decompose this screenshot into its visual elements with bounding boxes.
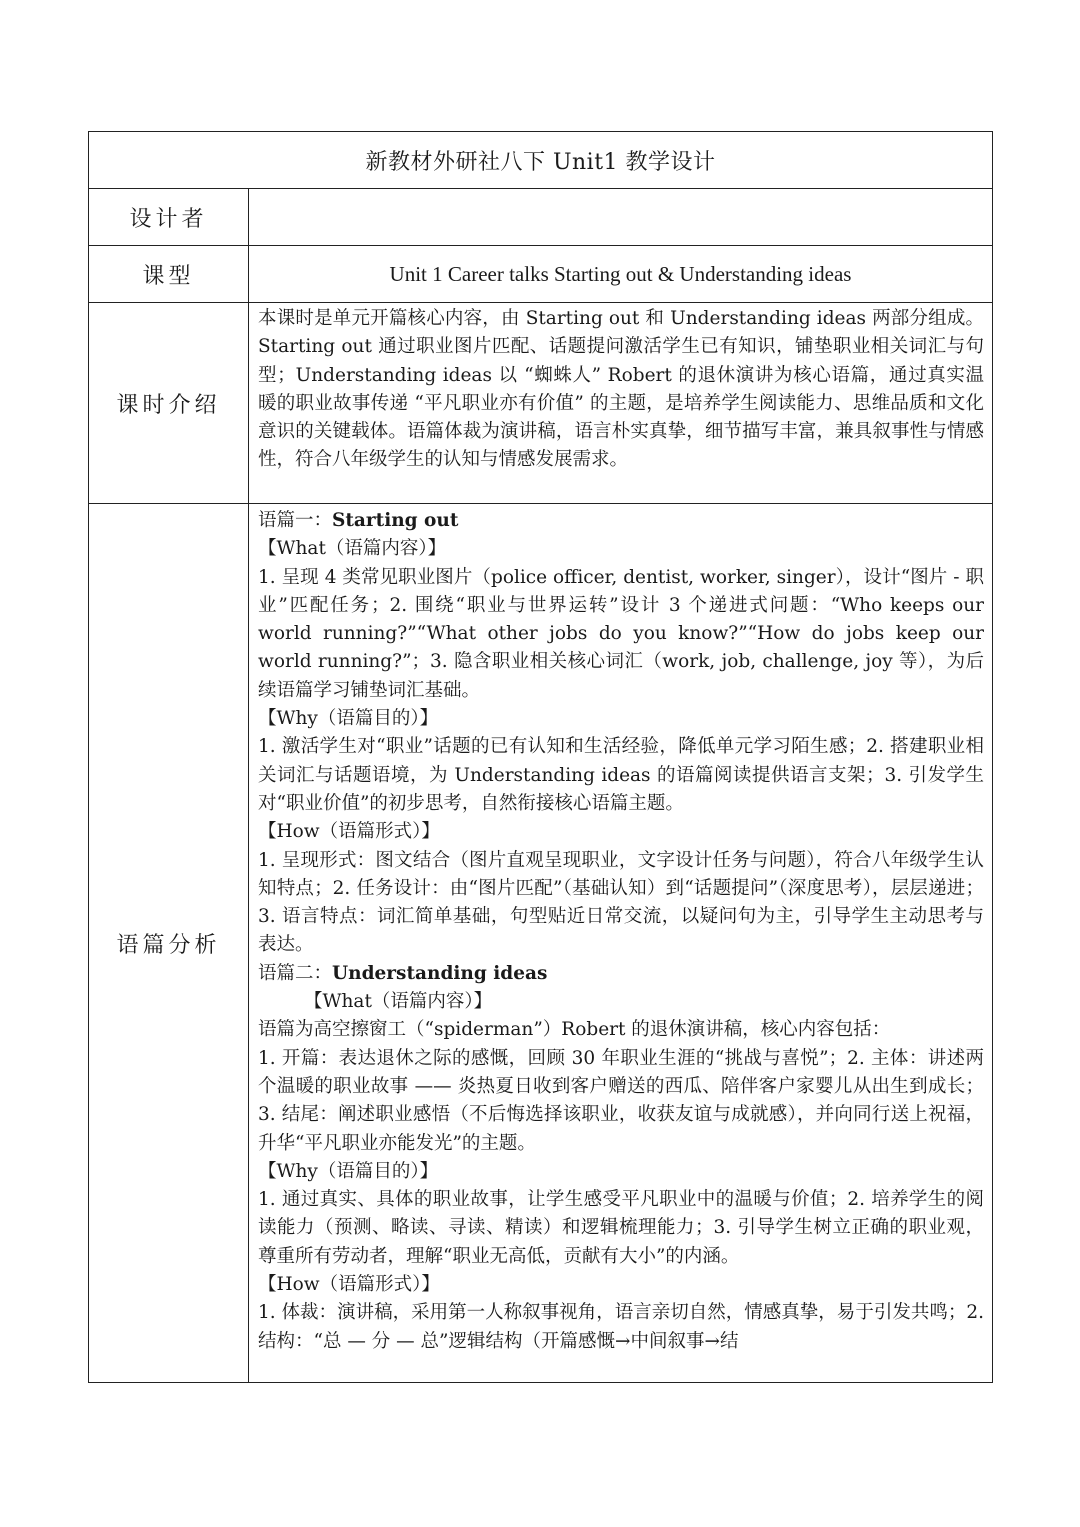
- passage2-heading-title: Understanding ideas: [332, 962, 548, 984]
- passage2-what-text: 1. 开篇：表达退休之际的感慨，回顾 30 年职业生涯的“挑战与喜悦”；2. 主体：讲述两个温暖的职业故事 —— 炎热夏日收到客户赠送的西瓜、陪伴客户家婴儿从出生到成长；3. 结尾：阐述职业感悟（不后悔选择该职业，收获友谊与成就感），并向同行送上祝福，升华“平凡职业亦能发光”的主题。: [258, 1047, 985, 1154]
- lesson-design-table: [88, 131, 993, 1383]
- passage1-what-text: 1. 呈现 4 类常见职业图片（police officer, dentist, worker, singer），设计“图片 - 职业”匹配任务；2. 围绕“职业与世界运转”设计 3 个递进式问题：“Who keeps our world running?”“What other jobs do you know?”“How do jobs keep our world running?”；3. 隐含职业相关核心词汇（work, job, challenge, joy 等），为后续语篇学习铺垫词汇基础。: [258, 566, 985, 701]
- passage2-what-label: 【What（语篇内容）】: [304, 991, 493, 1013]
- lesson-type-label: 课型: [89, 246, 249, 303]
- designer-value: [249, 189, 993, 246]
- lesson-intro-text: 本课时是单元开篇核心内容，由 Starting out 和 Understanding ideas 两部分组成。Starting out 通过职业图片匹配、话题提问激活学生已有知识，铺垫职业相关词汇与句型；Understanding ideas 以 “蜘蛛人” Robert 的退休演讲为核心语篇，通过真实温暖的职业故事传递 “平凡职业亦有价值” 的主题，是培养学生阅读能力、思维品质和文化意识的关键载体。语篇体裁为演讲稿，语言朴实真挚，细节描写丰富，兼具叙事性与情感性，符合八年级学生的认知与情感发展需求。: [249, 303, 993, 504]
- designer-label: 设计者: [89, 189, 249, 246]
- passage1-what-label: 【What（语篇内容）】: [258, 538, 447, 560]
- passage1-heading: [258, 507, 984, 535]
- passage2-heading: [258, 960, 984, 988]
- passage2-how-label: 【How（语篇形式）】: [258, 1274, 440, 1296]
- document-title: 新教材外研社八下 Unit1 教学设计: [89, 132, 993, 189]
- passage1-heading-title: Starting out: [332, 510, 459, 531]
- text-analysis-label: 语篇分析: [89, 504, 249, 1383]
- passage1-heading-prefix: 语篇一：: [258, 510, 333, 531]
- lesson-type-value: Unit 1 Career talks Starting out & Understanding ideas: [249, 246, 993, 303]
- passage2-what-intro: 语篇为高空擦窗工（“spiderman”）Robert 的退休演讲稿，核心内容包括：: [258, 1019, 891, 1041]
- passage2-heading-prefix: 语篇二：: [258, 962, 333, 984]
- text-analysis-content: [249, 504, 993, 1383]
- passage2-why-text: 1. 通过真实、具体的职业故事，让学生感受平凡职业中的温暖与价值；2. 培养学生的阅读能力（预测、略读、寻读、精读）和逻辑梳理能力；3. 引导学生树立正确的职业观，尊重所有劳动者，理解“职业无高低，贡献有大小”的内涵。: [258, 1189, 985, 1267]
- passage1-how-label: 【How（语篇形式）】: [258, 821, 440, 843]
- passage1-why-text: 1. 激活学生对“职业”话题的已有认知和生活经验，降低单元学习陌生感；2. 搭建职业相关词汇与话题语境，为 Understanding ideas 的语篇阅读提供语言支架；3. 引发学生对“职业价值”的初步思考，自然衔接核心语篇主题。: [258, 736, 985, 814]
- lesson-intro-label: 课时介绍: [89, 303, 249, 504]
- passage1-how-text: 1. 呈现形式：图文结合（图片直观呈现职业，文字设计任务与问题），符合八年级学生认知特点；2. 任务设计：由“图片匹配”（基础认知）到“话题提问”（深度思考），层层递进；3. 语言特点：词汇简单基础，句型贴近日常交流，以疑问句为主，引导学生主动思考与表达。: [258, 849, 985, 956]
- passage2-why-label: 【Why（语篇目的）】: [258, 1160, 439, 1182]
- passage1-why-label: 【Why（语篇目的）】: [258, 708, 439, 730]
- passage2-how-text: 1. 体裁：演讲稿，采用第一人称叙事视角，语言亲切自然，情感真挚，易于引发共鸣；2. 结构：“总 — 分 — 总”逻辑结构（开篇感慨→中间叙事→结: [258, 1302, 985, 1352]
